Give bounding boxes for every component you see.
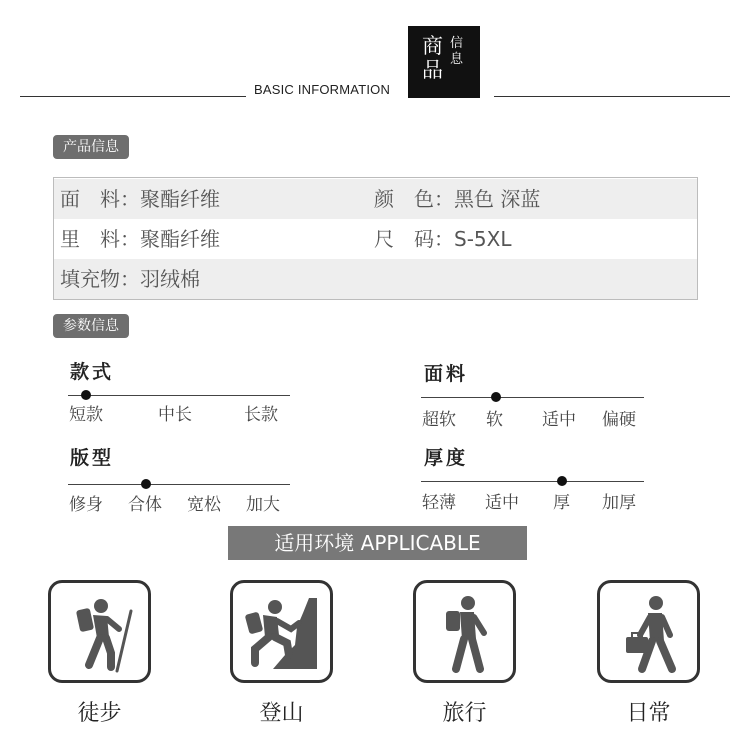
color-value: 颜 色：黑色 深蓝 bbox=[374, 187, 541, 211]
fabric-selected-dot bbox=[491, 392, 501, 402]
style-selected-dot bbox=[81, 390, 91, 400]
thickness-scale-line bbox=[421, 481, 644, 482]
table-row bbox=[54, 259, 697, 299]
header-title-main: 商品 bbox=[422, 34, 443, 82]
product-info-tag: 产品信息 bbox=[53, 135, 129, 159]
applicable-banner: 适用环境 APPLICABLE bbox=[228, 526, 527, 560]
header-rule-left bbox=[20, 96, 246, 97]
fit-option: 加大 bbox=[246, 495, 280, 515]
style-title: 款式 bbox=[70, 361, 115, 383]
fit-title: 版型 bbox=[70, 447, 115, 469]
thickness-option: 厚 bbox=[553, 493, 570, 513]
hiking-label: 徒步 bbox=[77, 701, 122, 726]
fit-option: 修身 bbox=[69, 495, 103, 515]
fabric-option: 超软 bbox=[422, 410, 456, 430]
hiking-icon bbox=[48, 580, 151, 683]
header-title-box bbox=[408, 26, 480, 98]
climbing-icon bbox=[230, 580, 333, 683]
climbing-label: 登山 bbox=[259, 701, 304, 726]
style-option: 长款 bbox=[244, 405, 278, 425]
daily-icon bbox=[597, 580, 700, 683]
travel-icon bbox=[413, 580, 516, 683]
fabric-option: 适中 bbox=[542, 410, 576, 430]
header-rule-right bbox=[494, 96, 730, 97]
style-option: 短款 bbox=[69, 405, 103, 425]
fit-scale-line bbox=[68, 484, 290, 485]
thickness-option: 轻薄 bbox=[422, 493, 456, 513]
fabric-option: 偏硬 bbox=[602, 410, 636, 430]
fit-option: 合体 bbox=[128, 495, 162, 515]
thickness-option: 加厚 bbox=[602, 493, 636, 513]
table-row bbox=[54, 179, 697, 219]
params-tag: 参数信息 bbox=[53, 314, 129, 338]
thickness-option: 适中 bbox=[485, 493, 519, 513]
style-scale-line bbox=[68, 395, 290, 396]
thickness-selected-dot bbox=[557, 476, 567, 486]
fit-option: 宽松 bbox=[187, 495, 221, 515]
filling-value: 填充物：羽绒棉 bbox=[60, 267, 200, 291]
header-title-minor: 信息 bbox=[450, 36, 464, 67]
thickness-title: 厚度 bbox=[424, 447, 469, 469]
size-value: 尺 码：S-5XL bbox=[374, 227, 512, 251]
travel-label: 旅行 bbox=[442, 701, 487, 726]
header-subtitle: BASIC INFORMATION bbox=[254, 82, 391, 97]
lining-value: 里 料：聚酯纤维 bbox=[60, 227, 220, 251]
fabric-scale-line bbox=[421, 397, 644, 398]
fabric-title: 面料 bbox=[424, 363, 469, 385]
fabric-option: 软 bbox=[486, 410, 503, 430]
product-info-table bbox=[53, 177, 698, 300]
table-row bbox=[54, 219, 697, 259]
daily-label: 日常 bbox=[626, 701, 671, 726]
fabric-value: 面 料：聚酯纤维 bbox=[60, 187, 220, 211]
style-option: 中长 bbox=[158, 405, 192, 425]
fit-selected-dot bbox=[141, 479, 151, 489]
